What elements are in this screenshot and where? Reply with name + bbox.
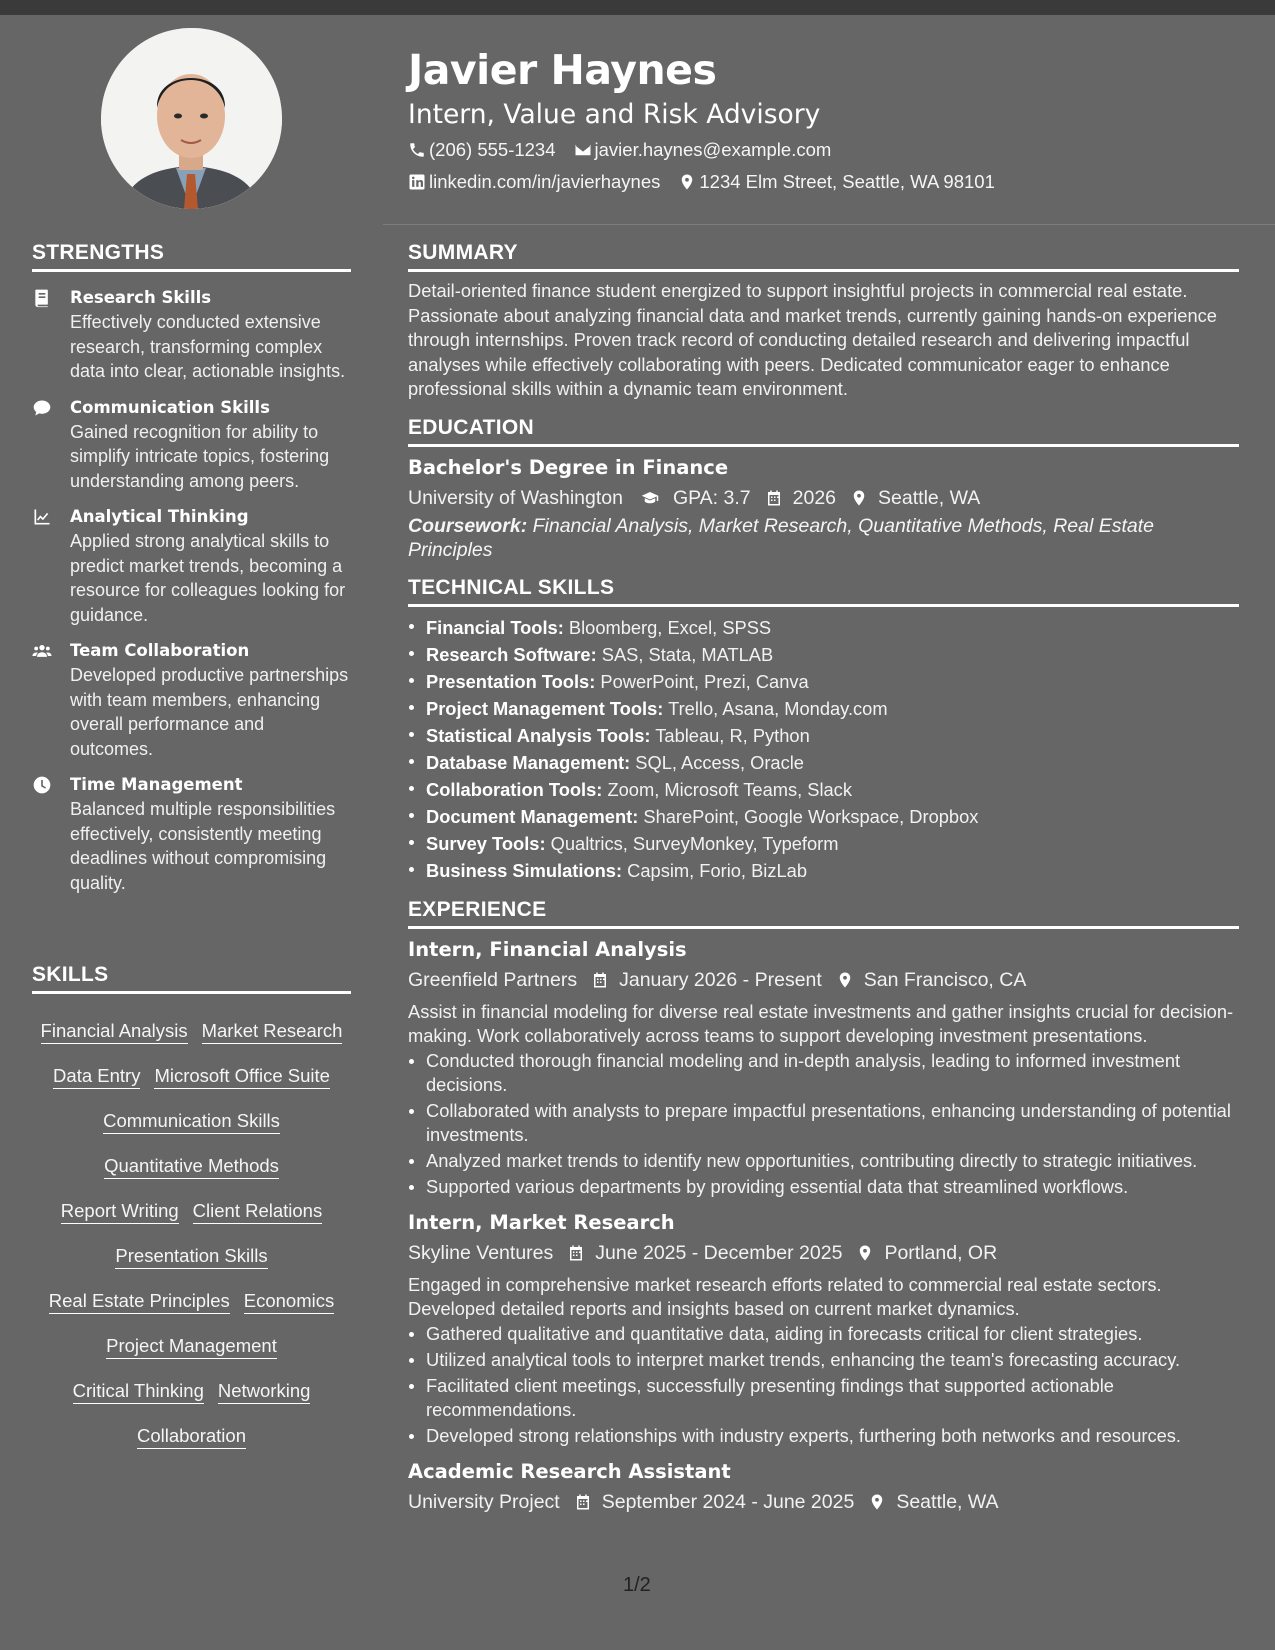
profile-photo (101, 28, 282, 209)
skill-tag: Real Estate Principles (49, 1289, 230, 1314)
job-meta (408, 1486, 1239, 1518)
coursework (408, 514, 1239, 562)
strength-name: Team Collaboration (70, 641, 250, 660)
map-pin-icon (836, 971, 854, 989)
job-company: Greenfield Partners (408, 968, 578, 991)
graduation-cap-icon (637, 489, 663, 507)
strength-description: Applied strong analytical skills to predict market trends, becoming a resource for colleagues looking for guidance. (70, 531, 346, 625)
top-bar (0, 0, 1275, 15)
coursework-label: Coursework: (408, 514, 528, 537)
skill-tag: Quantitative Methods (104, 1154, 279, 1179)
list-item: Supported various departments by providing essential data that streamlined workflows. (408, 1175, 1239, 1199)
skill-tag: Client Relations (193, 1199, 323, 1224)
chart-line-icon (32, 507, 52, 527)
technical-skills-list (408, 614, 1239, 884)
skill-tags (32, 1008, 351, 1458)
map-pin-icon (868, 1493, 886, 1511)
strength-name: Communication Skills (70, 397, 270, 417)
list-item: Facilitated client meetings, successfully presenting findings that supported actionable recommendations. (408, 1374, 1239, 1422)
job-role: Intern, Market Research (408, 1210, 675, 1234)
job-description: Assist in financial modeling for diverse real estate investments and gather insights crucial for decision-making. Work collaboratively across teams to support developing investment presentations. (408, 1000, 1234, 1046)
job-dates: January 2026 - Present (619, 968, 822, 991)
job-entry (408, 1458, 1239, 1518)
envelope-icon (574, 141, 592, 159)
phone-contact[interactable] (408, 134, 556, 166)
job-meta (408, 1237, 1239, 1269)
list-item: Utilized analytical tools to interpret market trends, enhancing the team's forecasting accuracy. (408, 1348, 1239, 1372)
skill-tag: Report Writing (61, 1199, 179, 1224)
job-company: Skyline Ventures (408, 1241, 554, 1264)
job-location: Portland, OR (884, 1241, 998, 1264)
summary-section (408, 241, 1239, 402)
strength-description: Balanced multiple responsibilities effectively, consistently meeting deadlines without compromising quality. (70, 799, 336, 893)
degree-title: Bachelor's Degree in Finance (408, 455, 729, 479)
technical-skills-heading: TECHNICAL SKILLS (408, 576, 1239, 607)
phone-icon (408, 141, 426, 159)
skill-tag: Microsoft Office Suite (154, 1064, 329, 1089)
skill-tag: Financial Analysis (41, 1019, 188, 1044)
job-dates: September 2024 - June 2025 (601, 1490, 855, 1513)
experience-section (408, 898, 1239, 1518)
coursework-list: Financial Analysis, Market Research, Quantitative Methods, Real Estate Principles (408, 514, 1155, 561)
calendar-icon (574, 1493, 592, 1511)
list-item: Developed strong relationships with industry experts, furthering both networks and resources. (408, 1424, 1239, 1448)
skill-tag: Economics (244, 1289, 334, 1314)
list-item: Presentation Tools: PowerPoint, Prezi, Canva (408, 668, 1239, 695)
job-dates: June 2025 - December 2025 (595, 1241, 843, 1264)
linkedin-contact[interactable] (408, 166, 660, 198)
job-entry (408, 936, 1239, 1199)
list-item: Conducted thorough financial modeling and in-depth analysis, leading to informed investment decisions. (408, 1049, 1239, 1097)
strength-description: Gained recognition for ability to simplify intricate topics, fostering understanding among peers. (70, 421, 330, 491)
list-item: Financial Tools: Bloomberg, Excel, SPSS (408, 614, 1239, 641)
education-heading: EDUCATION (408, 416, 1239, 447)
map-pin-icon (850, 489, 868, 507)
strengths-section (32, 241, 351, 895)
list-item: Collaboration Tools: Zoom, Microsoft Teams, Slack (408, 776, 1239, 803)
strengths-heading: STRENGTHS (32, 241, 351, 272)
education-section (408, 416, 1239, 562)
skill-tag: Data Entry (53, 1064, 140, 1089)
candidate-title: Intern, Value and Risk Advisory (408, 99, 821, 130)
list-item: Document Management: SharePoint, Google Workspace, Dropbox (408, 803, 1239, 830)
list-item: Project Management Tools: Trello, Asana, Monday.com (408, 695, 1239, 722)
gpa-text: GPA: 3.7 (672, 486, 751, 509)
skill-tag: Collaboration (137, 1424, 246, 1449)
users-icon (32, 641, 52, 661)
experience-heading: EXPERIENCE (408, 898, 1239, 929)
strength-item (32, 505, 351, 627)
strength-item (32, 773, 351, 895)
calendar-icon (591, 971, 609, 989)
job-company: University Project (408, 1490, 560, 1513)
address-text: 1234 Elm Street, Seattle, WA 98101 (699, 171, 995, 192)
address-contact (678, 166, 995, 198)
job-entry (408, 1209, 1239, 1448)
strength-name: Time Management (70, 775, 243, 794)
job-location: San Francisco, CA (863, 968, 1027, 991)
strength-description: Effectively conducted extensive research, transforming complex data into clear, actionable insights. (70, 312, 346, 381)
list-item: Collaborated with analysts to prepare impactful presentations, enhancing understanding of potential investments. (408, 1099, 1239, 1147)
list-item: Analyzed market trends to identify new opportunities, contributing directly to strategic initiatives. (408, 1149, 1239, 1173)
map-pin-icon (678, 173, 696, 191)
list-item: Research Software: SAS, Stata, MATLAB (408, 641, 1239, 668)
strength-item (32, 639, 351, 761)
skill-tag: Presentation Skills (115, 1244, 267, 1269)
job-bullets (408, 1049, 1239, 1199)
education-meta (408, 482, 1239, 514)
chat-bubble-icon (32, 398, 52, 418)
job-description: Engaged in comprehensive market research efforts related to commercial real estate sectors. Developed detailed reports and insights based on current market dynamics. (408, 1273, 1162, 1319)
school-name: University of Washington (408, 486, 623, 509)
job-role: Intern, Financial Analysis (408, 937, 687, 961)
summary-heading: SUMMARY (408, 241, 1239, 272)
strength-description: Developed productive partnerships with team members, enhancing overall performance and outcomes. (70, 665, 349, 759)
job-role: Academic Research Assistant (408, 1459, 731, 1483)
clock-icon (32, 775, 52, 795)
calendar-icon (765, 489, 783, 507)
strength-item (32, 286, 351, 384)
linkedin-icon (408, 173, 426, 191)
list-item: Database Management: SQL, Access, Oracle (408, 749, 1239, 776)
skill-tag: Critical Thinking (73, 1379, 204, 1404)
calendar-icon (567, 1244, 585, 1262)
phone-text: (206) 555-1234 (429, 139, 556, 160)
candidate-name: Javier Haynes (408, 46, 717, 94)
email-text: javier.haynes@example.com (594, 139, 832, 160)
skill-tag: Communication Skills (103, 1109, 280, 1134)
education-location: Seattle, WA (878, 486, 981, 509)
strength-name: Research Skills (70, 288, 212, 307)
skill-tag: Project Management (106, 1334, 277, 1359)
job-meta (408, 964, 1239, 996)
linkedin-text: linkedin.com/in/javierhaynes (429, 171, 661, 192)
skills-heading: SKILLS (32, 963, 351, 994)
technical-skills-section (408, 576, 1239, 884)
job-location: Seattle, WA (896, 1490, 999, 1513)
summary-text: Detail-oriented finance student energized to support insightful projects in commercial real estate. Passionate about analyzing financial data and market trends, currently gaining hands-on experience through internships. Proven track record of conducting detailed research and delivering impactful analyses while effectively collaborating with peers. Dedicated communicator eager to enhance professional skills within a dynamic team environment. (408, 280, 1217, 399)
contact-row-2 (408, 166, 1238, 198)
strength-name: Analytical Thinking (70, 507, 249, 526)
email-contact[interactable] (574, 134, 832, 166)
list-item: Business Simulations: Capsim, Forio, BizLab (408, 857, 1239, 884)
list-item: Survey Tools: Qualtrics, SurveyMonkey, Typeform (408, 830, 1239, 857)
resume-header (408, 42, 1238, 198)
contact-row-1 (408, 134, 1238, 166)
header-divider (383, 224, 1275, 225)
graduation-year: 2026 (792, 486, 837, 509)
skills-section (32, 963, 351, 1458)
skill-tag: Market Research (202, 1019, 343, 1044)
strength-item (32, 396, 351, 494)
list-item: Statistical Analysis Tools: Tableau, R, Python (408, 722, 1239, 749)
job-bullets (408, 1322, 1239, 1448)
book-icon (32, 288, 52, 308)
page-number: 1/2 (623, 1574, 651, 1596)
map-pin-icon (856, 1244, 874, 1262)
main-column (408, 241, 1239, 1532)
list-item: Gathered qualitative and quantitative data, aiding in forecasts critical for client strategies. (408, 1322, 1239, 1346)
skill-tag: Networking (218, 1379, 311, 1404)
